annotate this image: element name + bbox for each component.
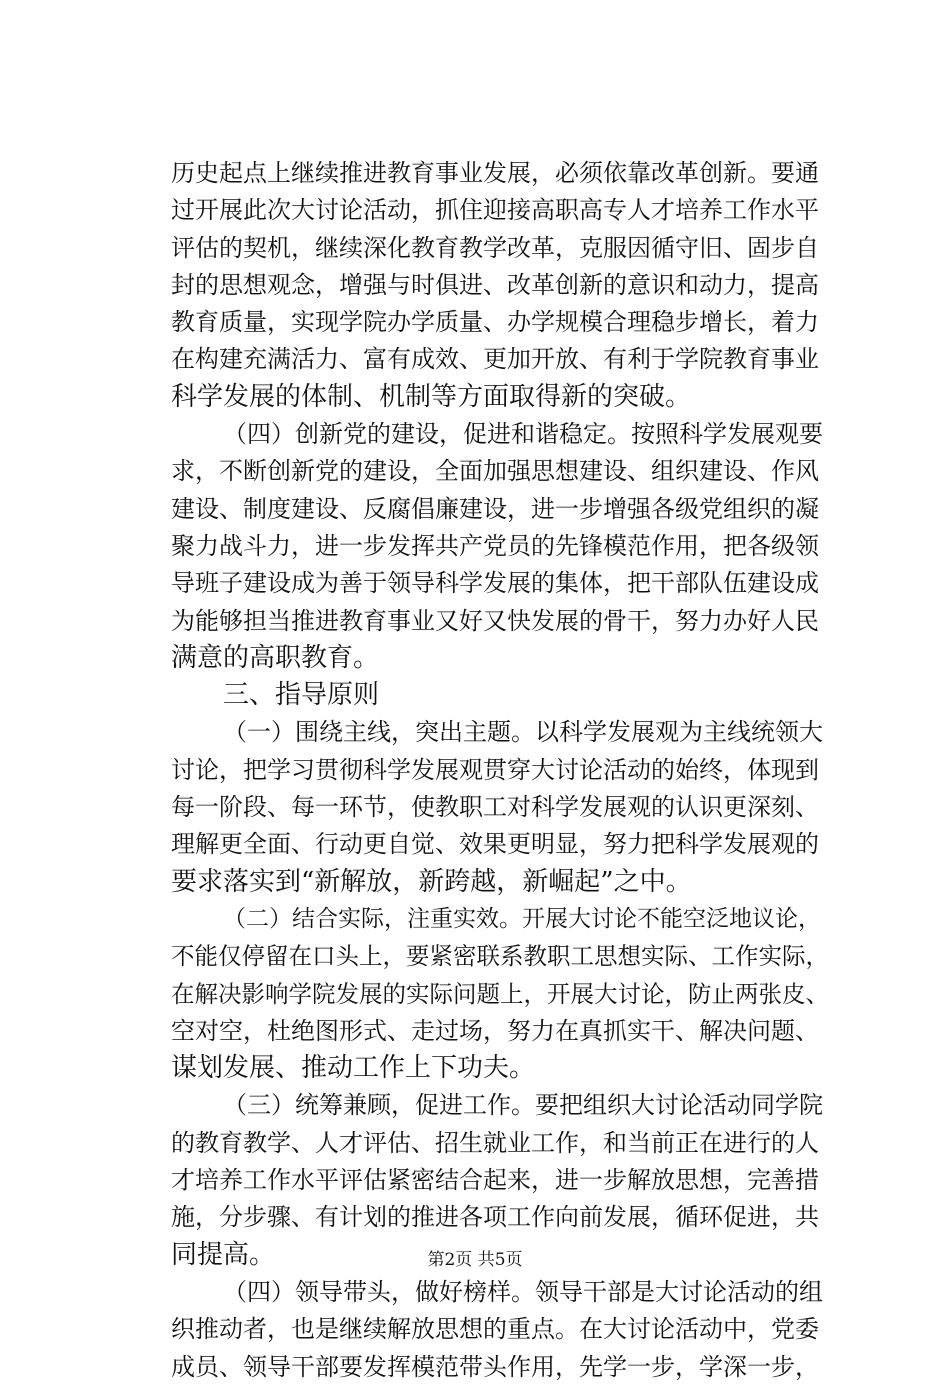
- text-line: 成员、领导干部要发挥模范带头作用，先学一步，学深一步，: [171, 1352, 819, 1381]
- text-line: 每一阶段、每一环节，使教职工对科学发展观的认识更深刻、: [171, 793, 819, 822]
- page-footer: 第2页 共5页: [427, 1250, 523, 1270]
- text-line: 求，不断创新党的建设，全面加强思想建设、组织建设、作风: [171, 457, 819, 486]
- text-line: 评估的契机，继续深化教育教学改革，克服因循守旧、固步自: [171, 233, 819, 262]
- text-line: 历史起点上继续推进教育事业发展，必须依靠改革创新。要通: [171, 159, 819, 187]
- text-line: 建设、制度建设、反腐倡廉建设，进一步增强各级党组织的凝: [171, 494, 819, 523]
- text-line: 三、指导原则: [223, 680, 380, 711]
- text-line: 在构建充满活力、富有成效、更加开放、有利于学院教育事业: [171, 345, 819, 374]
- text-line: 讨论，把学习贯彻科学发展观贯穿大讨论活动的始终，体现到: [171, 755, 819, 784]
- text-line: 聚力战斗力，进一步发挥共产党员的先锋模范作用，把各级领: [171, 531, 819, 560]
- text-line: 同提高。: [171, 1239, 276, 1270]
- text-line: 满意的高职教育。: [171, 642, 380, 673]
- text-line: 施，分步骤、有计划的推进各项工作向前发展，循环促进，共: [171, 1203, 819, 1232]
- text-line: 谋划发展、推动工作上下功夫。: [171, 1053, 536, 1084]
- text-line: 织推动者，也是继续解放思想的重点。在大讨论活动中，党委: [171, 1315, 819, 1344]
- text-line: （二）结合实际，注重实效。开展大讨论不能空泛地议论，: [223, 905, 821, 932]
- text-line: 为能够担当推进教育事业又好又快发展的骨干，努力办好人民: [171, 606, 819, 635]
- text-line: 理解更全面、行动更自觉、效果更明显，努力把科学发展观的: [171, 830, 819, 859]
- text-line: 的教育教学、人才评估、招生就业工作，和当前正在进行的人: [171, 1128, 819, 1157]
- text-line: 不能仅停留在口头上，要紧密联系教职工思想实际、工作实际，: [171, 942, 829, 971]
- text-line: 才培养工作水平评估紧密结合起来，进一步解放思想，完善措: [171, 1166, 819, 1195]
- text-line: 科学发展的体制、机制等方面取得新的突破。: [171, 381, 692, 412]
- text-line: （一）围绕主线，突出主题。以科学发展观为主线统领大: [223, 718, 823, 747]
- text-line: （四）领导带头，做好榜样。领导干部是大讨论活动的组: [223, 1277, 823, 1306]
- text-line: 教育质量，实现学院办学质量、办学规模合理稳步增长，着力: [171, 308, 819, 337]
- text-line: 封的思想观念，增强与时俱进、改革创新的意识和动力，提高: [171, 270, 819, 299]
- text-line: （四）创新党的建设，促进和谐稳定。按照科学发展观要: [223, 420, 823, 449]
- text-line: 在解决影响学院发展的实际问题上，开展大讨论，防止两张皮、: [171, 979, 829, 1008]
- text-line: （三）统筹兼顾，促进工作。要把组织大讨论活动同学院: [223, 1091, 823, 1120]
- document-body: [171, 155, 831, 1386]
- text-line: 空对空，杜绝图形式、走过场，努力在真抓实干、解决问题、: [171, 1016, 819, 1045]
- text-line: 导班子建设成为善于领导科学发展的集体，把干部队伍建设成: [171, 569, 819, 598]
- text-line: 要求落实到“新解放，新跨越，新崛起”之中。: [171, 866, 692, 897]
- text-line: 过开展此次大讨论活动，抓住迎接高职高专人才培养工作水平: [171, 196, 819, 225]
